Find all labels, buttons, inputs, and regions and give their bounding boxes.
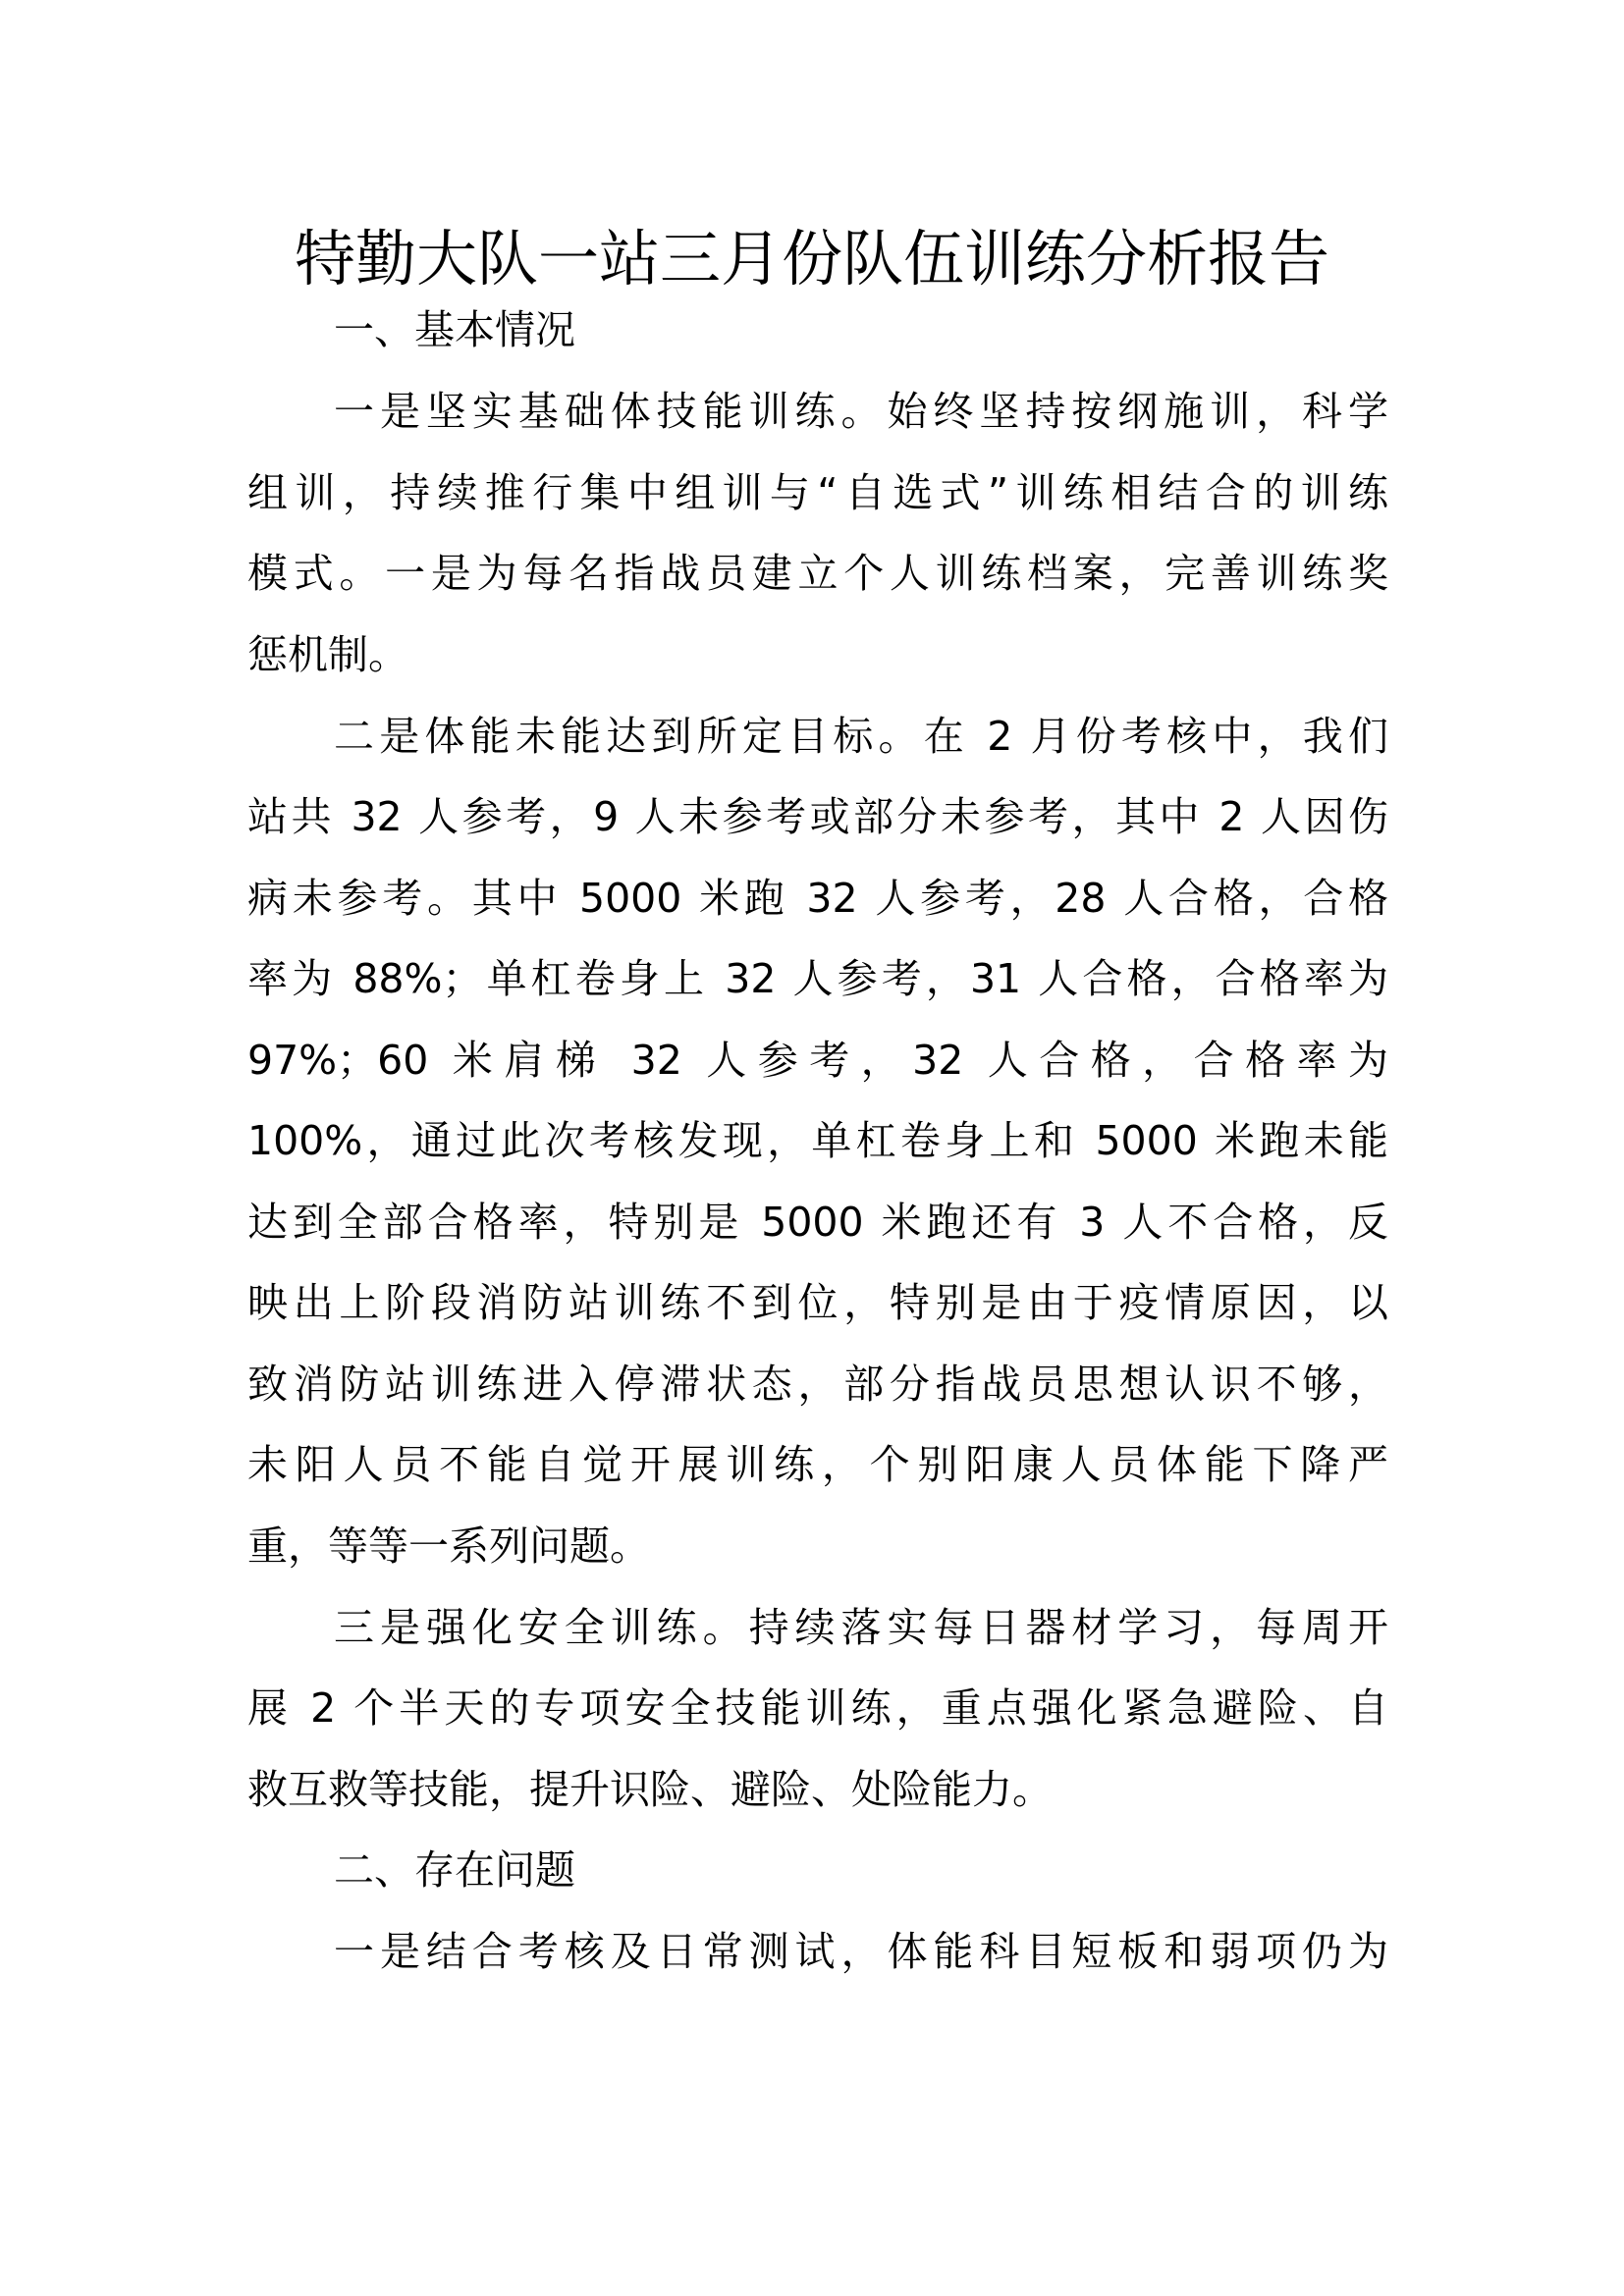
paragraph-line: 病未参考。其中 5000 米跑 32 人参考，28 人合格，合格	[247, 875, 1388, 922]
paragraph-line: 三是强化安全训练。持续落实每日器材学习，每周开	[334, 1604, 1388, 1651]
paragraph-line: 映出上阶段消防站训练不到位，特别是由于疫情原因，以	[247, 1279, 1388, 1326]
paragraph-line: 模式。一是为每名指战员建立个人训练档案，完善训练奖	[247, 550, 1388, 597]
paragraph-line: 二是体能未能达到所定目标。在 2 月份考核中，我们	[334, 713, 1388, 760]
paragraph-line: 一是坚实基础体技能训练。始终坚持按纲施训，科学	[334, 388, 1388, 435]
paragraph-line: 100%，通过此次考核发现，单杠卷身上和 5000 米跑未能	[247, 1117, 1388, 1164]
paragraph-line: 站共 32 人参考，9 人未参考或部分未参考，其中 2 人因伤	[247, 793, 1388, 840]
section-heading-basic-situation: 一、基本情况	[334, 306, 575, 353]
paragraph-line: 惩机制。	[247, 631, 408, 678]
paragraph-line: 一是结合考核及日常测试，体能科目短板和弱项仍为	[334, 1928, 1388, 1975]
paragraph-line: 救互救等技能，提升识险、避险、处险能力。	[247, 1766, 1053, 1813]
paragraph-line: 率为 88%；单杠卷身上 32 人参考，31 人合格，合格率为	[247, 955, 1388, 1002]
document-title: 特勤大队一站三月份队伍训练分析报告	[294, 223, 1329, 294]
paragraph-line: 致消防站训练进入停滞状态，部分指战员思想认识不够，	[247, 1361, 1388, 1408]
paragraph-line: 组训，持续推行集中组训与“自选式”训练相结合的训练	[247, 469, 1388, 516]
paragraph-line: 展 2 个半天的专项安全技能训练，重点强化紧急避险、自	[247, 1684, 1388, 1732]
paragraph-line: 达到全部合格率，特别是 5000 米跑还有 3 人不合格，反	[247, 1199, 1388, 1246]
paragraph-line: 97%；60 米肩梯 32 人参考，32 人合格，合格率为	[247, 1037, 1388, 1084]
section-heading-existing-problems: 二、存在问题	[334, 1846, 575, 1894]
paragraph-line: 重，等等一系列问题。	[247, 1522, 650, 1570]
paragraph-line: 未阳人员不能自觉开展训练，个别阳康人员体能下降严	[247, 1441, 1388, 1488]
